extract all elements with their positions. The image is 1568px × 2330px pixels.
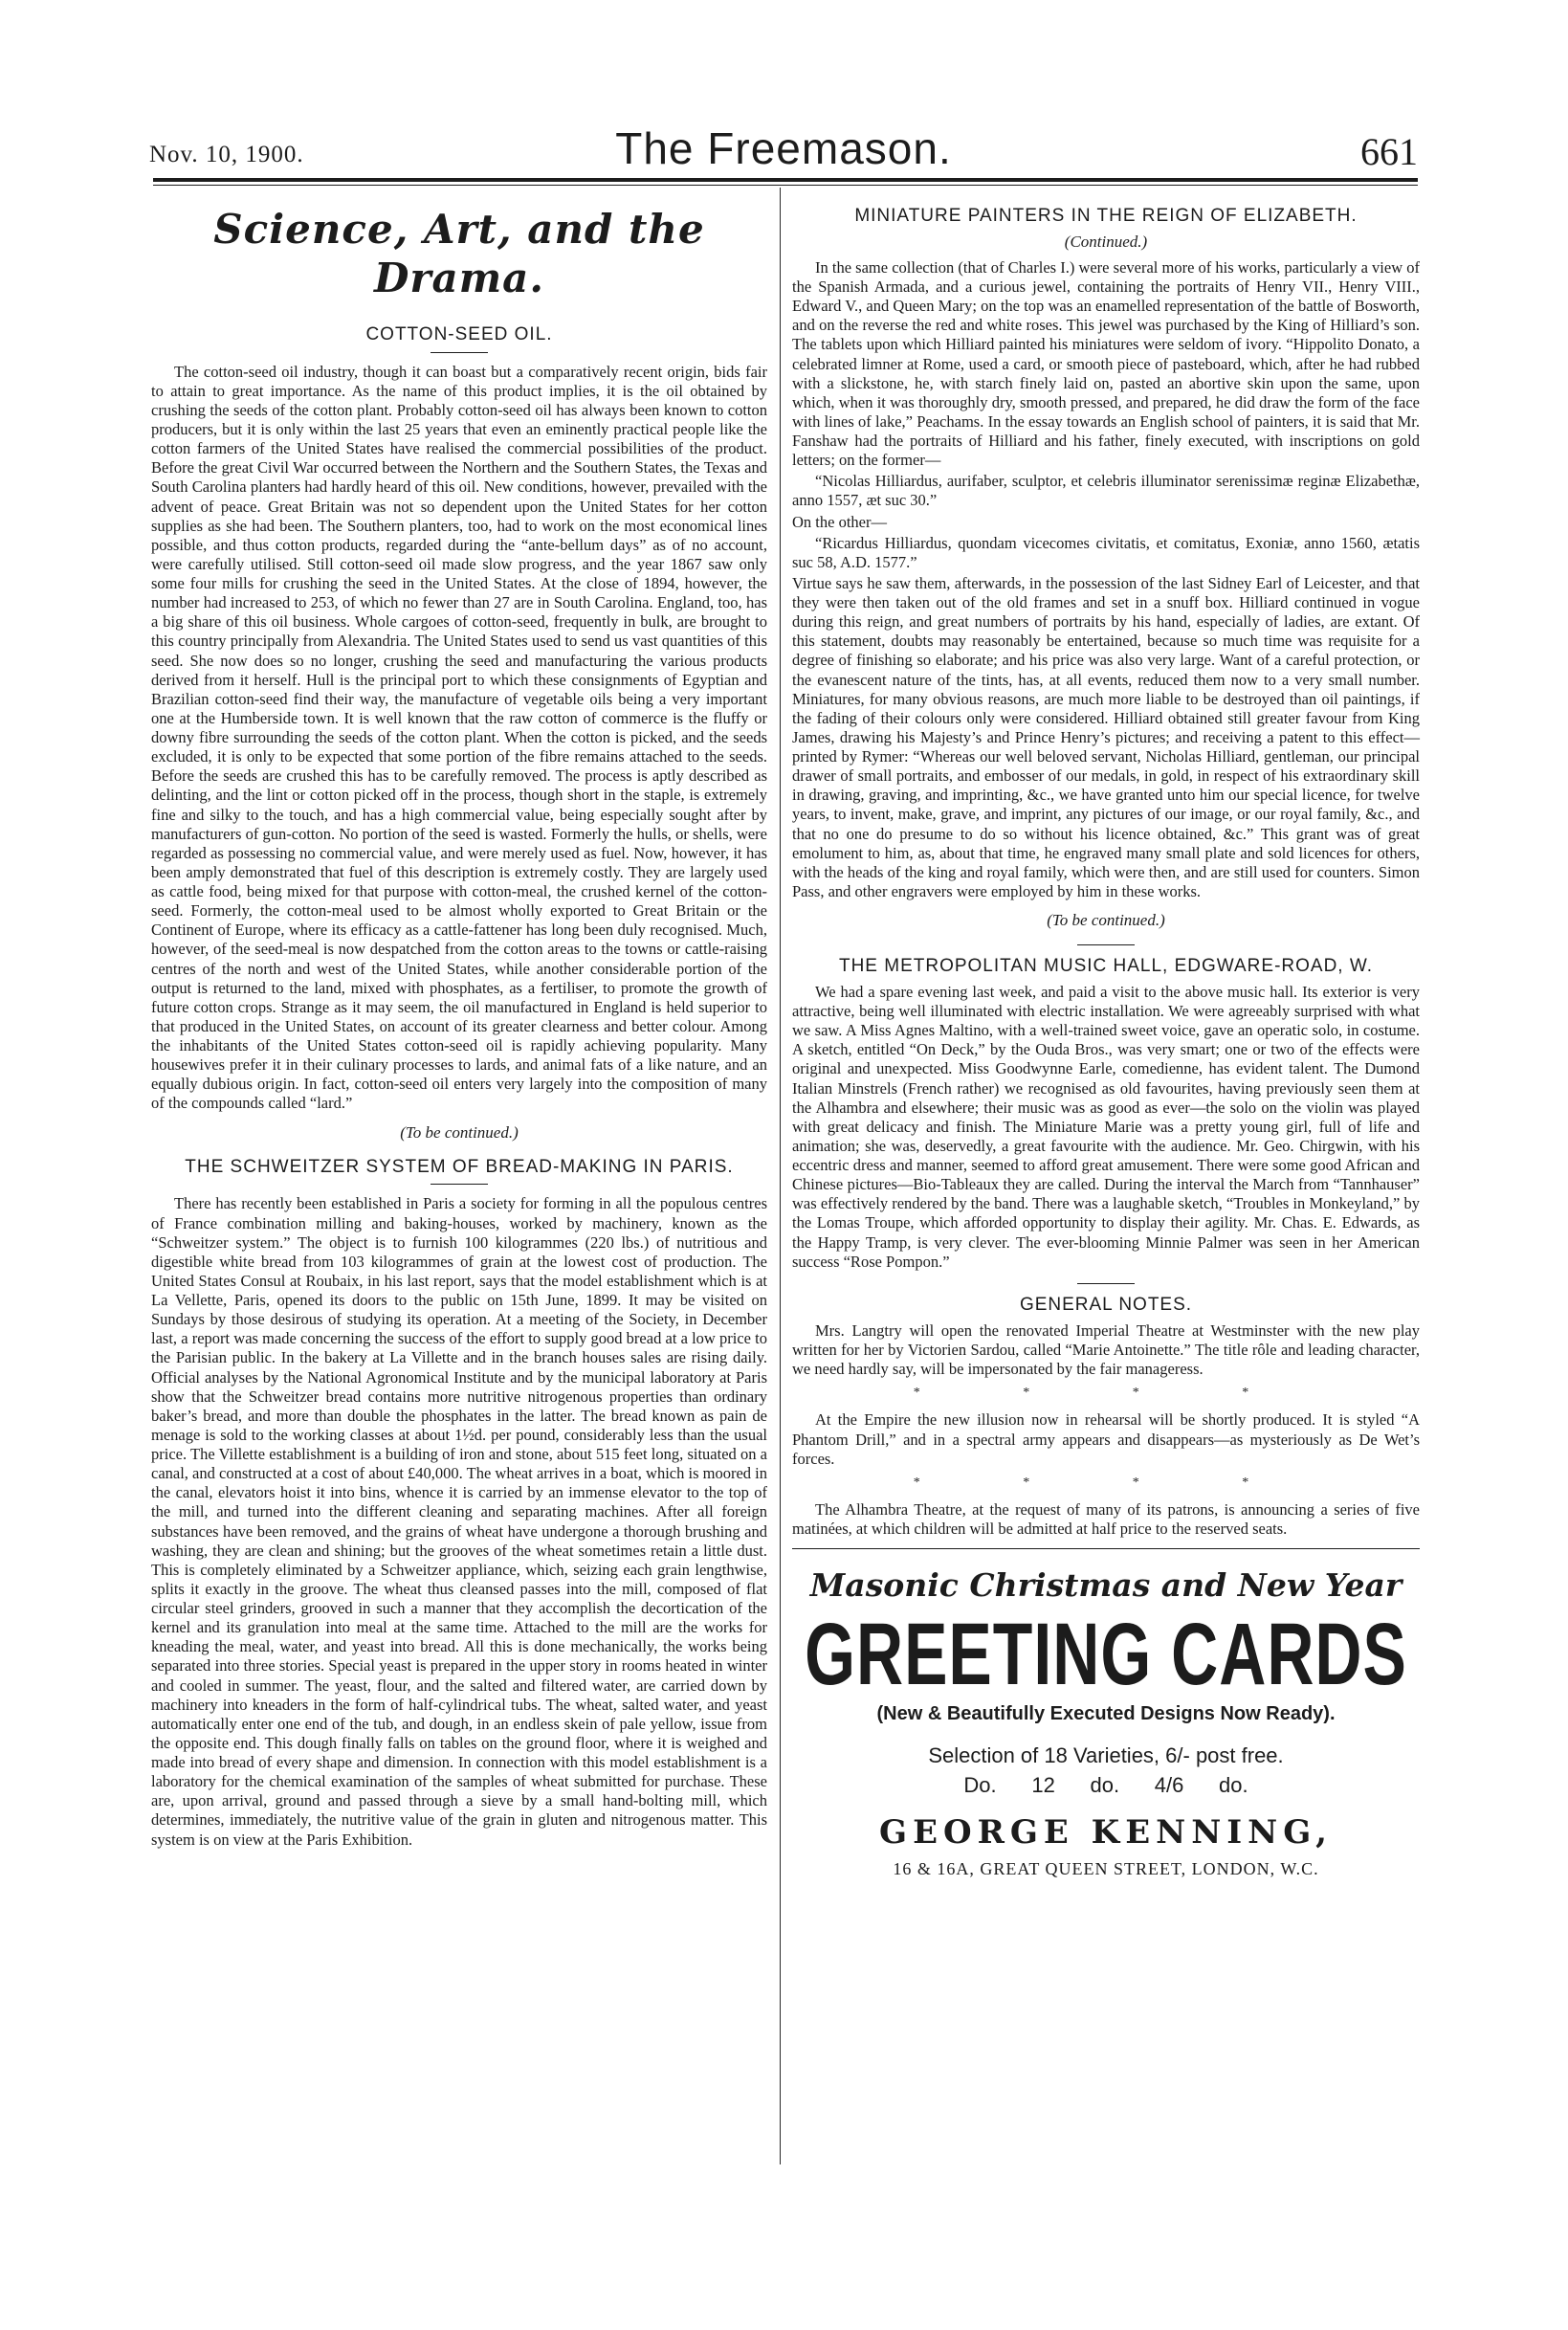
star-separator: * * * * [913, 1475, 1299, 1490]
advert-heading: Masonic Christmas and New Year [809, 1566, 1402, 1605]
article-miniature-painters [792, 205, 1420, 945]
article-paragraph: The Alhambra Theatre, at the request of many of its patrons, is announcing a series of five matinées, at which children will be admitted at half price to the reserved seats. [792, 1499, 1420, 1539]
article-paragraph: In the same collection (that of Charles I.) were several more of his works, particularly a view of the Spanish Armada, and a curious jewel, containing the portraits of Henry VII., Henry VIII., Edward V., and Queen Mary; on the top was an enamelled representation of the battle of Bosworth, and on the reverse the red and white roses. This jewel was purchased by the King of Hilliard’s son. The tablets upon which Hilliard painted his miniatures were seldom of ivory. “Hippolito Donato, a celebrated limner at Rome, used a card, or smooth piece of pasteboard, which, after he had rubbed with a slickstone, he, with starch finely laid on, pasted an abortive skin upon the same, upon which, when it was thoroughly dry, smooth pressed, and prepared, he did draw the form of the face with lines of lake,” Peachams. In the essay towards an English school of painters, it is said that Mr. Fanshaw had the portraits of Hilliard and his father, finely executed, with inscriptions on gold letters; on the former— [792, 257, 1420, 470]
issue-date: Nov. 10, 1900. [149, 142, 304, 167]
advert-rule [792, 1548, 1420, 1549]
masthead-rule-thick [153, 178, 1418, 182]
article-music-hall [792, 955, 1420, 1284]
article-title: GENERAL NOTES. [1019, 1294, 1193, 1315]
section-heading: Science, Art, and the Drama. [213, 206, 705, 302]
article-title: THE METROPOLITAN MUSIC HALL, EDGWARE-ROAD, W. [838, 955, 1374, 976]
article-paragraph: At the Empire the new illusion now in rehearsal will be shortly produced. It is styled “A Phantom Drill,” and in a spectral army appears and disappears—as mysteriously as De Wet’s forces. [792, 1410, 1420, 1468]
article-paragraph: There has recently been established in Paris a society for forming in all the populous centres of France combination milling and baking-houses, worked by machinery, known as the “Schweitzer system.” The object is to furnish 100 kilogrammes (220 lbs.) of nutritious and digestible white bread from 103 kilogrammes of grain at the lowest cost of production. The United States Consul at Roubaix, in his last report, says that the model establishment which is at La Vellette, Paris, opened its doors to the public on 15th June, 1899. It may be visited on Sundays by those desirous of studying its operation. At a meeting of the Society, in December last, a report was made concerning the success of the effort to supply good bread at a low price to the Parisian public. In the bakery at La Villette and in the branch houses sales are rising daily. Official analyses by the National Agronomical Institute and by the municipal laboratory at Paris show that the Schweitzer bread contains more nutritive nitrogenous properties than ordinary baker’s bread, and more than double the phosphates in the latter. The bread known as pain de menage is sold to the working classes at about 1½d. per pound, considerably less than the usual price. The Villette establishment is a building of iron and stone, about 515 feet long, situated on a canal, and constructed at a cost of about £40,000. The wheat arrives in a boat, which is moored in the canal, elevators hoist it into bins, whence it is carried by an immense elevator to the top of the mill, and turned into the different cleaning and separating machines. After all foreign substances have been removed, and the grains of wheat have undergone a thorough brushing and washing, they are clean and shining; but the grooves of the wheat sometimes retain a little dust. This is completely eliminated by a Schweitzer appliance, which, seizing each grain lengthwise, splits it exactly in the groove. The wheat thus cleansed passes into the mill, composed of flat circular steel grinders, grooved in such a manner that they accomplish the decortication of the kernel and its granulation into meal at the same time. Attached to the mill are the works for kneading the meal, water, and yeast into bread. All this is done mechanically, the works being separated into three stories. Special yeast is prepared in the upper story in rooms heated in winter and cooled in summer. The yeast, flour, and the salted and filtered water, are carried down by machinery into kneaders in the form of half-cylindrical tubs. The wheat, salted water, and yeast automatically enter one end of the tub, and dough, in an endless skein of pale yellow, issue from the opposite end. This dough finally falls on tables on the ground floor, where it is weighed and made into bread of every shape and dimension. In connection with this model establishment is a laboratory for the chemical examination of the samples of wheat submitted for purchase. These are, upon arrival, ground and passed through a sieve by a small hand-bolting mill, which determines, immediately, the nutritive value of the grain in gluten and nitrogenous matter. This system is on view at the Paris Exhibition. [151, 1194, 767, 1849]
article-title: MINIATURE PAINTERS IN THE REIGN OF ELIZABETH. [854, 206, 1358, 226]
to-be-continued: (To be continued.) [1047, 911, 1165, 930]
title-rule [431, 352, 488, 353]
article-title: COTTON-SEED OIL. [365, 324, 553, 345]
article-paragraph: On the other— [792, 512, 887, 531]
section-rule [1077, 944, 1135, 945]
article-subtitle: (Continued.) [1064, 233, 1148, 252]
page-number: 661 [1360, 130, 1418, 173]
advert-price-line: Selection of 18 Varieties, 6/- post free. [928, 1742, 1284, 1767]
left-column [151, 191, 767, 1852]
masthead [149, 117, 1418, 176]
article-paragraph: Virtue says he saw them, afterwards, in the possession of the last Sidney Earl of Leicester, and that they were then taken out of the old frames and set in a snuff box. Hilliard continued in vogue during this reign, and great numbers of portraits by his hand, especially of ladies, are extant. Of this statement, doubts may reasonably be entertained, because so much time was requisite for a degree of finishing so elaborate; and his price was also very large. Want of a careful protection, or the evanescent nature of the tints, has, at all events, reduced them now to a very small number. Miniatures, for many obvious reasons, are much more liable to be destroyed than oil paintings, if the fading of their colours only were considered. Hilliard obtained still greater favour from King James, drawing his Majesty’s and Prince Henry’s pictures; and receiving a patent to this effect—printed by Rymer: “Whereas our well beloved servant, Nicholas Hilliard, gentleman, our principal drawer of small portraits, and embosser of our medals, in gold, in respect of his extraordinary skill in drawing, graving, and imprinting, &c., we have granted unto him our special licence, for twelve years, to invent, make, grave, and imprint, any pictures of our image, or our royal family, &c., and that no one do presume to do so without his licence obtained, &c.” This grant was of great emolument to him, as, about that time, he engraved many small plate and sold licences for others, with the heads of the king and royal family, which were then, and are still used for counters. Simon Pass, and other engravers were employed by him in these works. [792, 573, 1420, 900]
advert-price-line: Do. 12 do. 4/6 do. [963, 1772, 1248, 1797]
newspaper-title: The Freemason. [615, 123, 952, 173]
to-be-continued: (To be continued.) [400, 1122, 519, 1142]
right-column [792, 191, 1420, 1880]
advert-subheading: (New & Beautifully Executed Designs Now Ready). [876, 1703, 1336, 1725]
article-general-notes [792, 1294, 1420, 1539]
masthead-rule-thin [153, 185, 1418, 186]
advert-address: 16 & 16A, GREAT QUEEN STREET, LONDON, W.C. [893, 1858, 1319, 1878]
article-paragraph: We had a spare evening last week, and paid a visit to the above music hall. Its exterior is very attractive, being well illuminated with electric installation. We were agreeably surprised with what we saw. A Miss Agnes Maltino, with a well-trained sweet voice, gave an operatic solo, in costume. A sketch, entitled “On Deck,” by the Ouda Bros., was very smart; one or two of the effects were original and unexpected. Miss Goodwynne Earle, comedienne, has evident talent. The Dumond Italian Minstrels (French rather) we recognised as old favourites, having previously seen them at the Alhambra and elsewhere; their music was as good as ever—the solo on the violin was played with great delicacy and finish. The Miniature Marie was a pretty young girl, full of life and animation; she was, deservedly, a great favourite with the audience. Mr. Geo. Chirgwin, with his eccentric dress and manner, seemed to afford great amusement. There were some good African and Chinese pictures—Bio-Tableaux they are called. During the interval the March from “Tannhauser” was effectively rendered by the band. There was a laughable sketch, “Troubles in Monkeyland,” by the Lomas Troupe, which afforded opportunity to display their agility. Mr. Chas. E. Edwards, as the Happy Tramp, is very clever. The ever-blooming Minnie Palmer was seen in her American success “Rose Pompon.” [792, 982, 1420, 1271]
star-separator: * * * * [913, 1386, 1299, 1401]
article-schweitzer-system [151, 1156, 767, 1849]
advert-publisher: GEORGE KENNING, [879, 1813, 1333, 1853]
advert-headline: GREETING CARDS [805, 1606, 1407, 1704]
article-cotton-seed-oil [151, 323, 767, 1143]
article-paragraph: “Nicolas Hilliardus, aurifaber, sculptor, et celebris illuminator serenissimæ reginæ Elizabethæ, anno 1557, æt suc 30.” [792, 472, 1420, 510]
advertisement-greeting-cards [792, 1566, 1420, 1880]
article-title: THE SCHWEITZER SYSTEM OF BREAD-MAKING IN PARIS. [185, 1157, 734, 1178]
article-paragraph: The cotton-seed oil industry, though it can boast but a comparatively recent origin, bids fair to attain to great importance. As the name of this product implies, it is the oil obtained by crushing the seeds of the cotton plant. Probably cotton-seed oil has always been known to cotton producers, but it is only within the last 25 years that even an eminently practical people like the cotton farmers of the United States have realised the commercial possibilities of the product. Before the great Civil War occurred between the Northern and the Southern States, the Texas and South Carolina planters had hardly heard of this oil. New conditions, however, prevailed with the advent of peace. Great Britain was not so dependent upon the United States for her cotton supplies as she had been. The Southern planters, too, had to work on the most economical lines possible, and thus cotton products, regarded during the “ante-bellum days” as of no account, were carefully utilised. Still cotton-seed oil made slow progress, and the year 1867 saw only some four mills for crushing the seed in the United States. At the close of 1894, however, the number had increased to 253, of which no fewer than 27 are in South Carolina. England, too, has a big share of this oil business. Whole cargoes of cotton-seed, frequently in bulk, are brought to this country principally from Alexandria. The United States used to send us vast quantities of this seed. She now does so no longer, crushing the seed and manufacturing the various products derived from it herself. Hull is the principal port to which these consignments of Egyptian and Brazilian cotton-seed find their way, the manufacture of vegetable oils being a very important one at the Humberside town. It is well known that the raw cotton of commerce is the fluffy or downy fibre surrounding the seeds of the cotton plant. When the cotton is picked, and the seeds excluded, it is only to be expected that some portion of the fibre remains attached to the seeds. Before the seeds are crushed this has to be carefully removed. The process is aptly described as delinting, and the lint or cotton picked off in the process, though short in the staple, is extremely fine and silky to the touch, and has a high commercial value, being especially sought after by manufacturers of gun-cotton. No portion of the seed is wasted. Formerly the hulls, or shells, were regarded as possessing no commercial value, and were merely used as fuel. Now, however, it has been amply demonstrated that fuel of this description is extremely costly. They are largely used as cattle food, being mixed for that purpose with cotton-meal, the crushed kernel of the cotton-seed. Formerly, the cotton-meal used to be almost wholly exported to Great Britain or the Continent of Europe, where its efficacy as a cattle-fattener has long been duly recognised. Much, however, of the seed-meal is now despatched from the cotton areas to the towns or cattle-raising centres of the north and west of the United States, while another considerable portion of the output is returned to the land, mixed with phosphates, as a fertiliser, to promote the growth of future cotton crops. Strange as it may seem, the oil manufactured in England is held superior to that produced in the United States, on account of its greater clearness and better colour. Among the inhabitants of the United States cotton-seed oil is rapidly achieving popularity. Many housewives prefer it in their culinary processes to lards, and animal fats of a like nature, and an equally dubious origin. In fact, cotton-seed oil enters very largely into the composition of many of the compounds called “lard.” [151, 362, 767, 1113]
section-rule [1077, 1283, 1135, 1284]
article-paragraph: “Ricardus Hilliardus, quondam vicecomes civitatis, et comitatus, Exoniæ, anno 1560, ætatis suc 58, A.D. 1577.” [792, 533, 1420, 571]
column-divider [780, 188, 781, 2164]
article-paragraph: Mrs. Langtry will open the renovated Imperial Theatre at Westminster with the new play written for her by Victorien Sardou, called “Marie Antoinette.” The title rôle and leading character, we need hardly say, will be impersonated by the fair manageress. [792, 1320, 1420, 1379]
title-rule [431, 1184, 488, 1185]
